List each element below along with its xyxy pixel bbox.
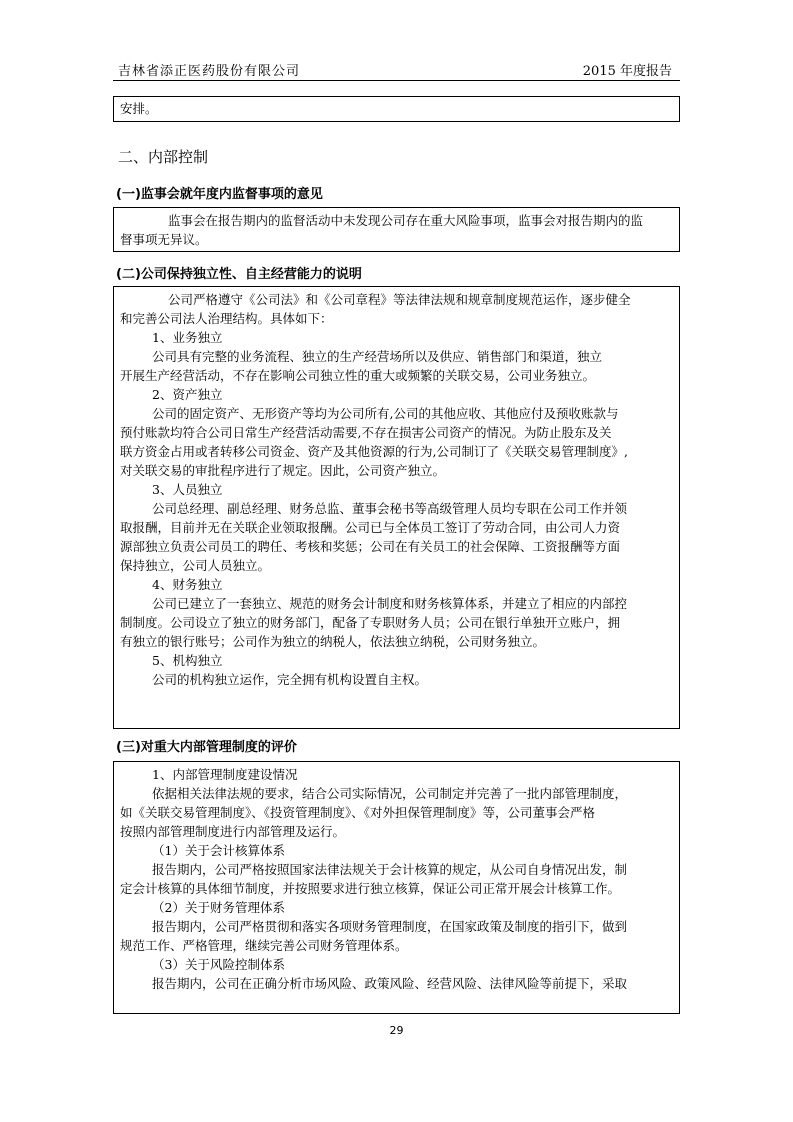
paragraph-line: 公司具有完整的业务流程、独立的生产经营场所以及供应、销售部门和渠道，独立	[152, 349, 603, 364]
paragraph-line: 和完善公司法人治理结构。具体如下：	[120, 311, 333, 326]
prev-section-box	[113, 96, 680, 122]
paragraph-line: 如《关联交易管理制度》、《投资管理制度》、《对外担保管理制度》等，公司董事会严格	[120, 805, 596, 820]
paragraph-line: 5、机构独立	[152, 653, 223, 668]
subsection-1-box	[113, 207, 680, 252]
paragraph-line: 预付账款均符合公司日常生产经营活动需要,不存在损害公司资产的情况。为防止股东及关	[120, 425, 612, 440]
page-header	[113, 58, 680, 81]
prev-section-text: 安排。	[120, 101, 158, 116]
paragraph-line: 报告期内，公司严格贯彻和落实各项财务管理制度，在国家政策及制度的指引下，做到	[152, 919, 628, 934]
paragraph-line: 公司已建立了一套独立、规范的财务会计制度和财务核算体系，并建立了相应的内部控	[152, 596, 628, 611]
paragraph-line: 3、人员独立	[152, 482, 223, 497]
paragraph-line: 公司总经理、副总经理、财务总监、董事会秘书等高级管理人员均专职在公司工作并领	[152, 501, 628, 516]
section-title: 二、内部控制	[118, 148, 209, 166]
paragraph-line: 制制度。公司设立了独立的财务部门，配备了专职财务人员；公司在银行单独开立账户，拥	[120, 615, 621, 630]
paragraph-line: （1）关于会计核算体系	[152, 843, 285, 858]
subsection-1-title: (一)监事会就年度内监督事项的意见	[116, 187, 323, 202]
paragraph-line: 开展生产经营活动，不存在影响公司独立性的重大或频繁的关联交易，公司业务独立。	[120, 368, 596, 383]
page-number: 29	[389, 1024, 404, 1037]
paragraph-line: 按照内部管理制度进行内部管理及运行。	[120, 824, 346, 839]
paragraph-line: 对关联交易的审批程序进行了规定。因此，公司资产独立。	[120, 463, 446, 478]
paragraph-line: （3）关于风险控制体系	[152, 957, 285, 972]
paragraph-line: 规范工作、严格管理，继续完善公司财务管理体系。	[120, 938, 408, 953]
paragraph-line: 依据相关法律法规的要求，结合公司实际情况，公司制定并完善了一批内部管理制度，	[152, 786, 628, 801]
paragraph-line: 2、资产独立	[152, 387, 223, 402]
paragraph-line: 公司的机构独立运作，完全拥有机构设置自主权。	[152, 672, 428, 687]
paragraph-line: 4、财务独立	[152, 577, 223, 592]
paragraph-line: 报告期内，公司在正确分析市场风险、政策风险、经营风险、法律风险等前提下，采取	[152, 976, 628, 991]
company-name: 吉林省添正医药股份有限公司	[118, 64, 301, 79]
paragraph-line: 保持独立，公司人员独立。	[120, 558, 271, 573]
subsection-3-box	[113, 761, 680, 1014]
subsection-3-title: (三)对重大内部管理制度的评价	[116, 740, 297, 755]
paragraph-line: 1、业务独立	[152, 330, 223, 345]
paragraph-line: 取报酬，目前并无在关联企业领取报酬。公司已与全体员工签订了劳动合同，由公司人力资	[120, 520, 621, 535]
paragraph-line: 源部独立负责公司员工的聘任、考核和奖惩；公司在有关员工的社会保障、工资报酬等方面	[120, 539, 621, 554]
paragraph-line: 报告期内，公司严格按照国家法律法规关于会计核算的规定，从公司自身情况出发，制	[152, 862, 628, 877]
paragraph-line: 有独立的银行账号；公司作为独立的纳税人，依法独立纳税，公司财务独立。	[120, 634, 546, 649]
paragraph-line: 公司严格遵守《公司法》和《公司章程》等法律法规和规章制度规范运作，逐步健全	[168, 292, 631, 307]
report-title: 2015 年度报告	[582, 64, 672, 79]
paragraph-line: （2）关于财务管理体系	[152, 900, 285, 915]
paragraph-line: 督事项无异议。	[120, 232, 208, 247]
paragraph-line: 定会计核算的具体细节制度，并按照要求进行独立核算，保证公司正常开展会计核算工作。	[120, 881, 621, 896]
subsection-2-title: (二)公司保持独立性、自主经营能力的说明	[116, 267, 362, 282]
paragraph-line: 联方资金占用或者转移公司资金、资产及其他资源的行为,公司制订了《关联交易管理制度》,	[120, 444, 628, 459]
subsection-2-box	[113, 286, 680, 729]
paragraph-line: 公司的固定资产、无形资产等均为公司所有,公司的其他应收、其他应付及预收账款与	[152, 406, 619, 421]
paragraph-line: 监事会在报告期内的监督活动中未发现公司存在重大风险事项，监事会对报告期内的监	[168, 213, 644, 228]
paragraph-line: 1、内部管理制度建设情况	[152, 767, 298, 782]
